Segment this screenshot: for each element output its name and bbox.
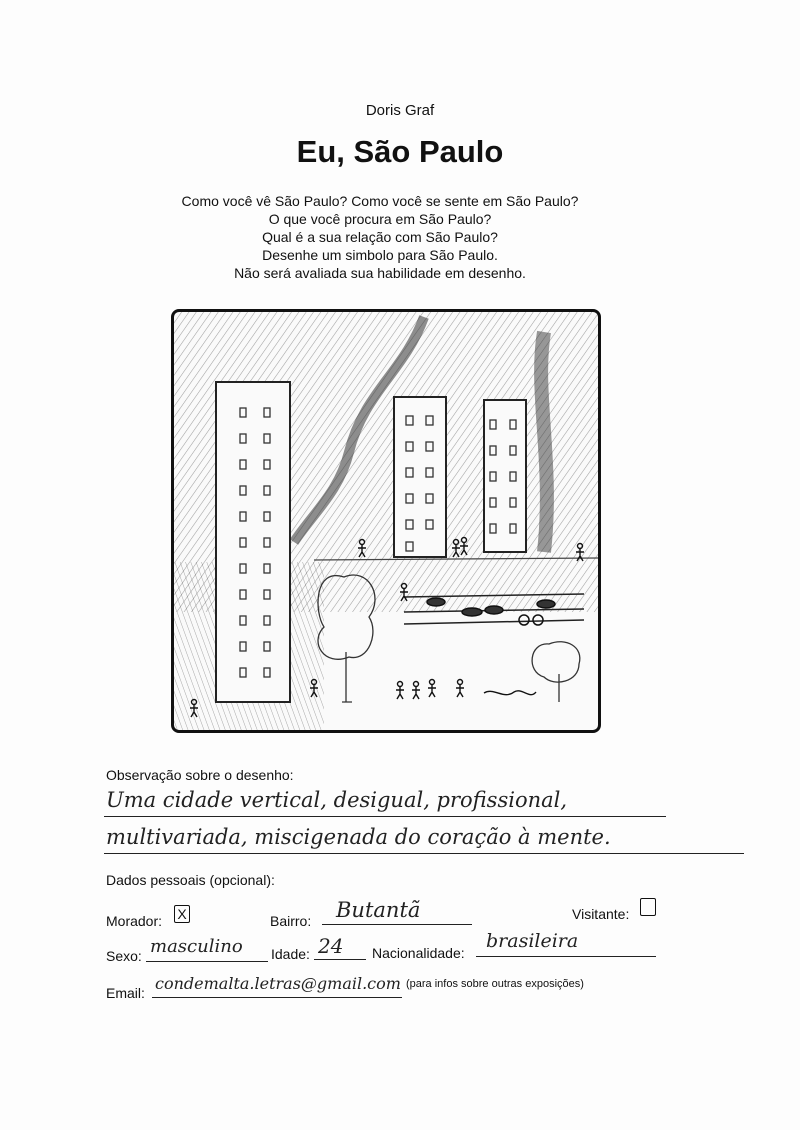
- nacionalidade-label: Nacionalidade:: [372, 945, 465, 961]
- observation-line: multivariada, miscigenada do coração à mente.: [106, 825, 611, 849]
- nacionalidade-value[interactable]: brasileira: [486, 930, 579, 952]
- bairro-label: Bairro:: [270, 913, 312, 929]
- email-note: (para infos sobre outras exposições): [406, 978, 584, 990]
- question-line: O que você procura em São Paulo?: [268, 211, 492, 227]
- sexo-label: Sexo:: [106, 948, 142, 964]
- sexo-field-line: [146, 961, 268, 962]
- idade-value[interactable]: 24: [318, 934, 344, 958]
- visitante-label: Visitante:: [572, 906, 630, 922]
- morador-label: Morador:: [106, 913, 163, 929]
- tree: [532, 642, 580, 702]
- email-label: Email:: [106, 985, 145, 1001]
- email-value[interactable]: condemalta.letras@gmail.com: [155, 974, 401, 993]
- bairro-value[interactable]: Butantã: [336, 898, 421, 922]
- question-line: Não será avaliada sua habilidade em desenho.: [234, 265, 526, 281]
- author-name: Doris Graf: [365, 102, 435, 119]
- email-field-line: [152, 997, 402, 998]
- right-building: [484, 400, 526, 552]
- middle-building: [394, 397, 446, 557]
- morador-checkbox[interactable]: X: [174, 905, 190, 923]
- page-title: Eu, São Paulo: [296, 134, 504, 169]
- nacionalidade-field-line: [476, 956, 656, 957]
- idade-label: Idade:: [271, 946, 310, 962]
- questions-block: [0, 192, 760, 282]
- observation-line: Uma cidade vertical, desigual, profissional,: [106, 788, 568, 812]
- idade-field-line: [314, 959, 366, 960]
- personal-data-label: Dados pessoais (opcional):: [106, 872, 275, 888]
- question-line: Qual é a sua relação com São Paulo?: [262, 229, 498, 245]
- question-line: Desenhe um simbolo para São Paulo.: [262, 247, 498, 263]
- tall-building: [216, 382, 290, 702]
- visitante-checkbox[interactable]: [640, 898, 656, 916]
- writing-line: [104, 816, 666, 817]
- drawing-area: [171, 309, 601, 733]
- city-sketch: [174, 312, 598, 730]
- writing-line: [104, 853, 744, 854]
- river-stroke: [541, 332, 547, 552]
- observation-label: Observação sobre o desenho:: [106, 767, 294, 783]
- bairro-field-line: [322, 924, 472, 925]
- question-line: Como você vê São Paulo? Como você se sente em São Paulo?: [181, 193, 579, 209]
- sexo-value[interactable]: masculino: [150, 936, 243, 957]
